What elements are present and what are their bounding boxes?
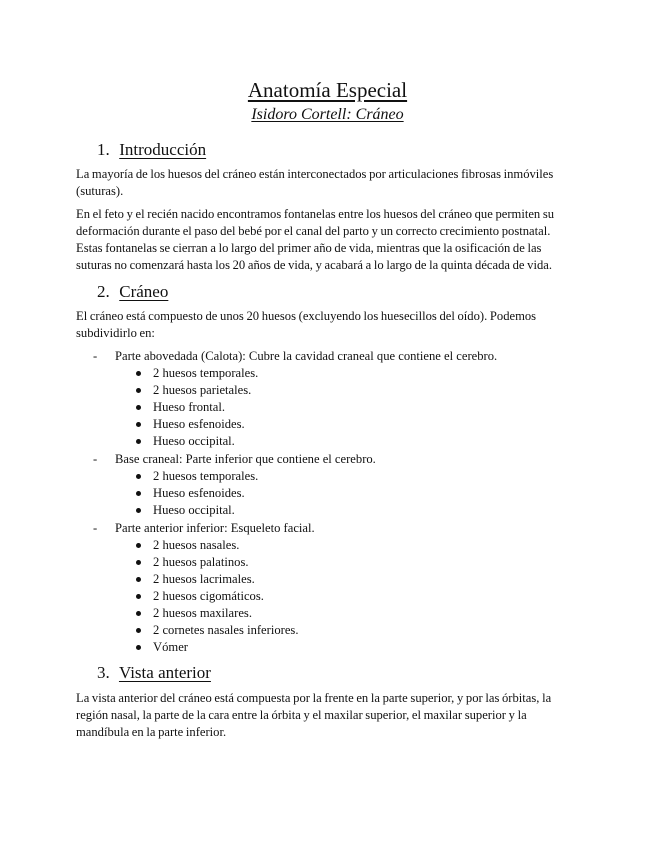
paragraph: La vista anterior del cráneo está compuesta por la frente en la parte superior, y por las órbitas, la región nasal, la parte de la cara entre la órbita y el maxilar superior, el maxilar superior y la mandíbula en la parte inferior. bbox=[76, 691, 552, 739]
sub-list-item: 2 huesos parietales. bbox=[153, 382, 251, 399]
paragraph: La mayoría de los huesos del cráneo están interconectados por articulaciones fibrosas inmóviles (suturas). bbox=[76, 167, 554, 198]
section-heading-craneo bbox=[97, 282, 168, 302]
bullet-icon bbox=[136, 577, 141, 582]
sub-list-item: 2 huesos palatinos. bbox=[153, 554, 249, 571]
paragraph: En el feto y el recién nacido encontramos fontanelas entre los huesos del cráneo que permiten su deformación durante el paso del bebé por el canal del parto y un correcto crecimiento postnatal. Estas fontanelas se cierran a lo largo del primer año de vida, mientras que la osificación de las suturas no comenzará hasta los 20 años de vida, y acabará a lo largo de la quinta década de vida. bbox=[76, 207, 555, 272]
list-item bbox=[93, 348, 498, 365]
sub-list-item: Hueso occipital. bbox=[153, 502, 235, 519]
bullet-icon bbox=[136, 405, 141, 410]
section-number: 1. bbox=[97, 140, 110, 159]
section-title: Vista anterior bbox=[118, 663, 211, 682]
list-item-label: Base craneal: Parte inferior que contiene el cerebro. bbox=[115, 452, 376, 466]
bullet-icon bbox=[136, 594, 141, 599]
sub-list-item: Hueso frontal. bbox=[153, 399, 225, 416]
bullet-icon bbox=[136, 611, 141, 616]
sub-list-item: Vómer bbox=[153, 639, 188, 656]
section-title: Introducción bbox=[119, 140, 207, 159]
list-item-label: Parte anterior inferior: Esqueleto facial. bbox=[115, 521, 315, 535]
bullet-icon bbox=[136, 371, 141, 376]
document-title: Anatomía Especial bbox=[247, 78, 408, 102]
sub-list-item: 2 huesos temporales. bbox=[153, 365, 258, 382]
sub-list-item: 2 huesos cigomáticos. bbox=[153, 588, 264, 605]
sub-list-item: 2 huesos temporales. bbox=[153, 468, 258, 485]
section-heading-introduccion bbox=[97, 140, 206, 160]
dash-marker: - bbox=[93, 452, 98, 466]
list-item bbox=[93, 520, 315, 537]
sub-list-item: 2 huesos maxilares. bbox=[153, 605, 252, 622]
sub-list-item: 2 huesos nasales. bbox=[153, 537, 239, 554]
bullet-icon bbox=[136, 474, 141, 479]
list-item bbox=[93, 451, 376, 468]
bullet-icon bbox=[136, 543, 141, 548]
bullet-icon bbox=[136, 645, 141, 650]
dash-marker: - bbox=[93, 349, 98, 363]
list-item-label: Parte abovedada (Calota): Cubre la cavidad craneal que contiene el cerebro. bbox=[115, 349, 498, 363]
sub-list-item: Hueso occipital. bbox=[153, 433, 235, 450]
section-number: 3. bbox=[97, 663, 110, 682]
bullet-icon bbox=[136, 628, 141, 633]
sub-list-item: Hueso esfenoides. bbox=[153, 485, 245, 502]
section-heading-vista-anterior bbox=[97, 663, 211, 683]
bullet-icon bbox=[136, 560, 141, 565]
paragraph: El cráneo está compuesto de unos 20 huesos (excluyendo los huesecillos del oído). Podemos subdividirlo en: bbox=[76, 309, 537, 340]
bullet-icon bbox=[136, 388, 141, 393]
document-subtitle: Isidoro Cortell: Cráneo bbox=[251, 106, 404, 123]
sub-list-item: 2 cornetes nasales inferiores. bbox=[153, 622, 298, 639]
section-title: Cráneo bbox=[119, 282, 169, 301]
bullet-icon bbox=[136, 491, 141, 496]
sub-list-item: 2 huesos lacrimales. bbox=[153, 571, 255, 588]
sub-list-item: Hueso esfenoides. bbox=[153, 416, 245, 433]
dash-marker: - bbox=[93, 521, 98, 535]
bullet-icon bbox=[136, 508, 141, 513]
section-number: 2. bbox=[97, 282, 110, 301]
bullet-icon bbox=[136, 439, 141, 444]
bullet-icon bbox=[136, 422, 141, 427]
